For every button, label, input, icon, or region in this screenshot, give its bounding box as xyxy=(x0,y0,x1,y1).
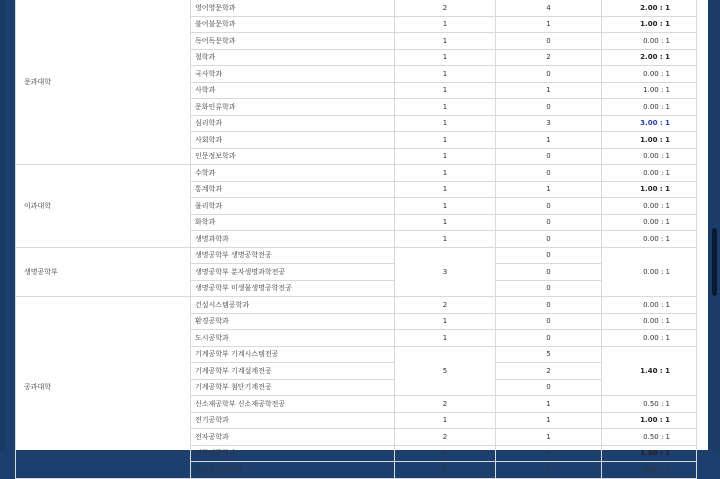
quota-cell: 1 xyxy=(395,198,496,215)
department-cell: 기계공학부 기계시스템전공 xyxy=(191,346,395,363)
quota-cell: 1 xyxy=(395,132,496,149)
applicants-cell: 3 xyxy=(496,445,602,462)
competition-ratio-cell: 0.50 : 1 xyxy=(602,462,697,479)
department-cell: 전기공학과 xyxy=(191,412,395,429)
department-cell: 화학과 xyxy=(191,214,395,231)
competition-ratio-cell: 0.00 : 1 xyxy=(602,99,697,116)
applicants-cell: 0 xyxy=(496,297,602,314)
college-cell: 이과대학 xyxy=(16,165,191,248)
quota-cell: 2 xyxy=(395,462,496,479)
applicants-cell: 1 xyxy=(496,429,602,446)
applicants-cell: 1 xyxy=(496,16,602,33)
quota-cell: 1 xyxy=(395,49,496,66)
department-cell: 물리학과 xyxy=(191,198,395,215)
quota-cell: 1 xyxy=(395,165,496,182)
department-cell: 인문정보학과 xyxy=(191,148,395,165)
department-cell: 신소재공학부 신소재공학전공 xyxy=(191,396,395,413)
quota-cell: 1 xyxy=(395,330,496,347)
applicants-cell: 4 xyxy=(496,0,602,16)
department-cell: 생명공학부 분자생명과학전공 xyxy=(191,264,395,281)
competition-ratio-cell: 0.00 : 1 xyxy=(602,247,697,297)
window-scrollbar-thumb[interactable] xyxy=(712,228,717,296)
quota-cell: 1 xyxy=(395,33,496,50)
applicants-cell: 0 xyxy=(496,231,602,248)
competition-ratio-cell: 0.00 : 1 xyxy=(602,148,697,165)
department-cell: 철학과 xyxy=(191,49,395,66)
competition-ratio-cell: 0.00 : 1 xyxy=(602,313,697,330)
applicants-cell: 0 xyxy=(496,214,602,231)
college-cell: 문과대학 xyxy=(16,0,191,165)
department-cell: 문화인류학과 xyxy=(191,99,395,116)
competition-ratio-cell: 0.00 : 1 xyxy=(602,330,697,347)
page-background-left xyxy=(0,0,5,450)
applicants-cell: 0 xyxy=(496,264,602,281)
quota-cell: 1 xyxy=(395,214,496,231)
applicants-cell: 1 xyxy=(496,82,602,99)
department-cell: 전자공학과 xyxy=(191,429,395,446)
competition-ratio-table xyxy=(15,0,697,479)
quota-cell: 2 xyxy=(395,396,496,413)
department-cell: 기계공학부 기계설계전공 xyxy=(191,363,395,380)
department-cell: 생명공학부 미생물생명공학전공 xyxy=(191,280,395,297)
department-cell: 정보통신공학과 xyxy=(191,462,395,479)
applicants-cell: 0 xyxy=(496,148,602,165)
applicants-cell: 0 xyxy=(496,247,602,264)
department-cell: 환경공학과 xyxy=(191,313,395,330)
competition-ratio-cell: 1.50 : 1 xyxy=(602,445,697,462)
applicants-cell: 0 xyxy=(496,330,602,347)
department-cell: 컴퓨터공학과 xyxy=(191,445,395,462)
competition-ratio-cell: 3.00 : 1 xyxy=(602,115,697,132)
college-cell: 생명공학부 xyxy=(16,247,191,297)
competition-ratio-cell: 1.40 : 1 xyxy=(602,346,697,396)
quota-cell: 2 xyxy=(395,445,496,462)
quota-cell: 1 xyxy=(395,231,496,248)
competition-ratio-cell: 0.00 : 1 xyxy=(602,297,697,314)
competition-ratio-cell: 0.00 : 1 xyxy=(602,198,697,215)
quota-cell: 3 xyxy=(395,247,496,297)
quota-cell: 1 xyxy=(395,148,496,165)
quota-cell: 2 xyxy=(395,0,496,16)
table-row xyxy=(16,297,697,314)
applicants-cell: 2 xyxy=(496,49,602,66)
quota-cell: 1 xyxy=(395,66,496,83)
department-cell: 사학과 xyxy=(191,82,395,99)
applicants-cell: 0 xyxy=(496,313,602,330)
applicants-cell: 0 xyxy=(496,165,602,182)
quota-cell: 1 xyxy=(395,181,496,198)
competition-ratio-panel xyxy=(15,0,708,474)
table-row xyxy=(16,247,697,264)
applicants-cell: 1 xyxy=(496,412,602,429)
applicants-cell: 3 xyxy=(496,115,602,132)
competition-ratio-cell: 0.00 : 1 xyxy=(602,33,697,50)
competition-ratio-cell: 0.00 : 1 xyxy=(602,231,697,248)
applicants-cell: 1 xyxy=(496,396,602,413)
applicants-cell: 1 xyxy=(496,181,602,198)
department-cell: 불어불문학과 xyxy=(191,16,395,33)
ratio-table-body xyxy=(16,0,697,478)
competition-ratio-cell: 1.00 : 1 xyxy=(602,16,697,33)
competition-ratio-cell: 2.00 : 1 xyxy=(602,49,697,66)
applicants-cell: 0 xyxy=(496,66,602,83)
department-cell: 독어독문학과 xyxy=(191,33,395,50)
department-cell: 생명공학부 생명공학전공 xyxy=(191,247,395,264)
department-cell: 도시공학과 xyxy=(191,330,395,347)
applicants-cell: 0 xyxy=(496,280,602,297)
competition-ratio-cell: 1.00 : 1 xyxy=(602,132,697,149)
quota-cell: 1 xyxy=(395,82,496,99)
department-cell: 사회학과 xyxy=(191,132,395,149)
quota-cell: 1 xyxy=(395,313,496,330)
quota-cell: 1 xyxy=(395,412,496,429)
department-cell: 심리학과 xyxy=(191,115,395,132)
quota-cell: 1 xyxy=(395,99,496,116)
applicants-cell: 0 xyxy=(496,99,602,116)
department-cell: 통계학과 xyxy=(191,181,395,198)
college-cell: 공과대학 xyxy=(16,297,191,479)
applicants-cell: 2 xyxy=(496,363,602,380)
quota-cell: 1 xyxy=(395,16,496,33)
applicants-cell: 0 xyxy=(496,33,602,50)
department-cell: 영어영문학과 xyxy=(191,0,395,16)
competition-ratio-cell: 0.50 : 1 xyxy=(602,396,697,413)
table-row xyxy=(16,0,697,16)
quota-cell: 2 xyxy=(395,297,496,314)
applicants-cell: 0 xyxy=(496,198,602,215)
competition-ratio-cell: 1.00 : 1 xyxy=(602,181,697,198)
department-cell: 건설시스템공학과 xyxy=(191,297,395,314)
department-cell: 국사학과 xyxy=(191,66,395,83)
competition-ratio-cell: 0.50 : 1 xyxy=(602,429,697,446)
table-row xyxy=(16,165,697,182)
competition-ratio-cell: 0.00 : 1 xyxy=(602,66,697,83)
department-cell: 생명과학과 xyxy=(191,231,395,248)
quota-cell: 2 xyxy=(395,429,496,446)
competition-ratio-cell: 0.00 : 1 xyxy=(602,214,697,231)
applicants-cell: 1 xyxy=(496,132,602,149)
department-cell: 기계공학부 첨단기계전공 xyxy=(191,379,395,396)
applicants-cell: 1 xyxy=(496,462,602,479)
competition-ratio-cell: 2.00 : 1 xyxy=(602,0,697,16)
competition-ratio-cell: 1.00 : 1 xyxy=(602,412,697,429)
competition-ratio-cell: 1.00 : 1 xyxy=(602,82,697,99)
competition-ratio-cell: 0.00 : 1 xyxy=(602,165,697,182)
applicants-cell: 5 xyxy=(496,346,602,363)
window-scrollbar-track[interactable] xyxy=(708,0,720,450)
quota-cell: 1 xyxy=(395,115,496,132)
department-cell: 수학과 xyxy=(191,165,395,182)
quota-cell: 5 xyxy=(395,346,496,396)
applicants-cell: 0 xyxy=(496,379,602,396)
